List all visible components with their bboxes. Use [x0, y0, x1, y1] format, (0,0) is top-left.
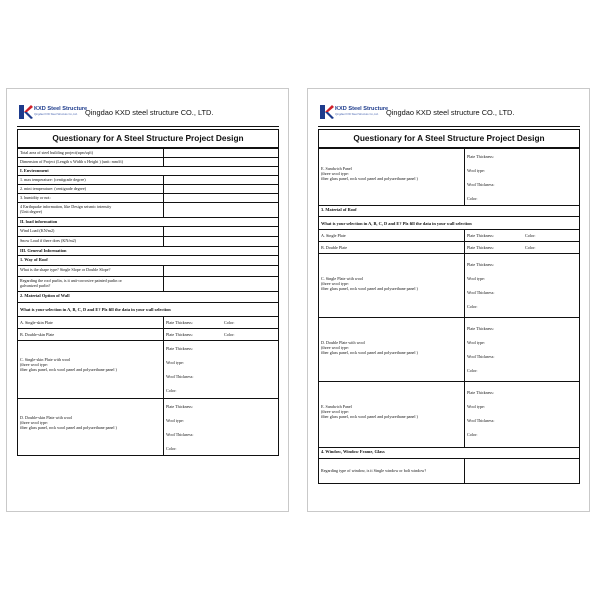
question-roof-shape: What is the shape type? Single Slope or Double Slope?: [20, 267, 111, 272]
page-title: Questionary for A Steel Structure Project Design: [318, 129, 580, 148]
wool-type-label: Wool type:: [166, 418, 184, 423]
answer-field[interactable]: [163, 266, 278, 276]
company-name: Qingdao KXD steel structure CO., LTD.: [85, 108, 214, 117]
wool-thickness-label: Wool Thickness:: [166, 374, 194, 379]
answer-field[interactable]: [163, 329, 278, 340]
option-row-d: [18, 399, 278, 456]
answer-field[interactable]: [464, 230, 579, 241]
option-c-types: fiber glass panel, rock wool panel and polyurethane panel ): [321, 286, 418, 292]
plate-thickness-label: Plate Thickness:: [166, 404, 193, 409]
option-row-b: [18, 329, 278, 341]
option-d-note: (three wool type:: [20, 420, 48, 426]
option-b-label: B. Double Plate: [321, 245, 348, 250]
section-row: [319, 206, 579, 217]
answer-field[interactable]: [464, 254, 579, 317]
table-row: [18, 158, 278, 167]
wool-thickness-label: Wool Thickness:: [467, 418, 495, 423]
logo-subtitle: Qingdao KXD Steel Structure Co.,Ltd.: [34, 113, 78, 116]
section-general: III. General Information: [20, 248, 67, 253]
wool-thickness-label: Wool Thickness:: [467, 354, 495, 359]
option-d-types: fiber glass panel, rock wool panel and polyurethane panel ): [321, 350, 418, 356]
table-row: [18, 149, 278, 158]
answer-field[interactable]: [163, 176, 278, 184]
table-row: [319, 459, 579, 484]
plate-thickness-label: Plate Thickness:: [166, 346, 193, 351]
section-wall-material: 2. Material Option of Wall: [20, 293, 70, 298]
header-divider: [17, 126, 279, 127]
option-row-a: [319, 230, 579, 242]
company-logo: [320, 105, 389, 121]
page-title: Questionary for A Steel Structure Project Design: [17, 129, 279, 148]
question-humidity: 3. humidity or not:: [20, 195, 51, 200]
section-environment: I. Environment: [20, 168, 49, 173]
questionnaire-page-2: [307, 88, 590, 512]
answer-field[interactable]: [464, 149, 579, 205]
section-row: [18, 292, 278, 303]
option-e-label: E. Sandwich Panel: [321, 166, 352, 171]
logo-brand: KXD Steel Structure: [335, 106, 389, 112]
color-label: Color:: [467, 196, 478, 201]
plate-thickness-label: Plate Thickness:: [467, 390, 494, 395]
answer-field[interactable]: [163, 237, 278, 246]
wool-type-label: Wool type:: [166, 360, 184, 365]
section-roof-way: 1. Way of Roof: [20, 257, 48, 262]
table-row: [18, 176, 278, 185]
answer-field[interactable]: [163, 158, 278, 166]
option-d-note: (three wool type:: [321, 345, 349, 351]
logo-subtitle: Qingdao KXD Steel Structure Co.,Ltd.: [335, 113, 379, 116]
question-earthquake: 4 Earthquake information, like Design seismic intensity: [20, 204, 112, 209]
answer-field[interactable]: [163, 203, 278, 217]
wall-selection-instruction: What is your selection in A, B, C, D and E? Plz fill the data in your wall selection: [20, 307, 171, 312]
question-window-type: Regarding type of window, is it Single window or bolt window?: [321, 468, 427, 473]
question-max-temp: 1. max temperature: (centigrade degree): [20, 177, 86, 182]
kxd-logo-icon: [320, 105, 334, 119]
table-row: [18, 266, 278, 277]
section-row: [18, 303, 278, 317]
option-a-label: A. Single-skin Plate: [20, 320, 53, 325]
answer-field[interactable]: [163, 317, 278, 328]
questionnaire-table: [318, 148, 580, 484]
questionnaire-page-1: [6, 88, 289, 512]
color-label: Color:: [467, 304, 478, 309]
plate-thickness-label: Plate Thickness:: [166, 320, 193, 325]
option-e-label: E. Sandwich Panel: [321, 404, 352, 409]
question-purlin: Regarding the roof purlin, is it anti-corrosive painted purlin or: [20, 278, 122, 283]
option-e-types: fiber glass panel, rock wool panel and polyurethane panel ): [321, 414, 418, 420]
plate-thickness-label: Plate Thickness:: [166, 332, 193, 337]
answer-field[interactable]: [464, 382, 579, 447]
option-row-a: [18, 317, 278, 329]
answer-field[interactable]: [464, 242, 579, 253]
answer-field[interactable]: [163, 341, 278, 398]
option-c-note: (three wool type:: [321, 281, 349, 287]
option-row-c: [18, 341, 278, 399]
color-label: Color:: [224, 332, 235, 337]
question-earthquake-unit: (Unit:degree): [20, 209, 43, 215]
section-window: 4. Window, Window Frame, Glass: [321, 449, 385, 454]
color-label: Color:: [166, 446, 177, 451]
option-e-note: (three wool type:: [321, 409, 349, 415]
table-row: [18, 227, 278, 237]
page-header: [318, 103, 580, 125]
plate-thickness-label: Plate Thickness:: [467, 262, 494, 267]
color-label: Color:: [166, 388, 177, 393]
color-label: Color:: [525, 245, 536, 250]
option-c-note: (three wool type:: [20, 362, 48, 368]
option-d-label: D. Double-skin Plate with wool: [20, 415, 72, 420]
answer-field[interactable]: [163, 399, 278, 455]
section-row: [319, 448, 579, 459]
section-row: [18, 247, 278, 256]
wool-type-label: Wool type:: [467, 404, 485, 409]
plate-thickness-label: Plate Thickness:: [467, 326, 494, 331]
option-c-label: C. Single-skin Plate with wool: [20, 357, 71, 362]
question-wind-load: Wind Load (KN/m2): [20, 228, 55, 233]
table-row: [18, 203, 278, 218]
option-e-types: fiber glass panel, rock wool panel and polyurethane panel ): [321, 176, 418, 182]
plate-thickness-label: Plate Thickness:: [467, 233, 494, 238]
company-logo: [19, 105, 88, 121]
questionnaire-table: [17, 148, 279, 456]
wool-thickness-label: Wool Thickness:: [166, 432, 194, 437]
answer-field[interactable]: [464, 318, 579, 381]
section-row: [18, 218, 278, 227]
wool-thickness-label: Wool Thickness:: [467, 182, 495, 187]
wool-type-label: Wool type:: [467, 168, 485, 173]
section-load: II. load information: [20, 219, 58, 224]
option-row-e: [319, 382, 579, 448]
answer-field[interactable]: [163, 277, 278, 291]
question-purlin-cont: galvanized purlin?: [20, 283, 51, 289]
wool-thickness-label: Wool Thickness:: [467, 290, 495, 295]
plate-thickness-label: Plate Thickness:: [467, 245, 494, 250]
section-row: [18, 256, 278, 266]
color-label: Color:: [467, 368, 478, 373]
option-d-label: D. Double Plate with wool: [321, 340, 365, 345]
question-dimension: Dimension of Project (Length x Width x Height ) (unit: mm/ft): [20, 159, 123, 164]
answer-field[interactable]: [163, 149, 278, 157]
question-total-area: Total area of steel building project(sqm/sqft): [20, 150, 94, 155]
option-b-label: B. Double-skin Plate: [20, 332, 55, 337]
table-row: [18, 277, 278, 292]
color-label: Color:: [467, 432, 478, 437]
option-row-d: [319, 318, 579, 382]
section-roof-material: 3. Material of Roof: [321, 207, 357, 212]
option-row-c: [319, 254, 579, 318]
company-name: Qingdao KXD steel structure CO., LTD.: [386, 108, 515, 117]
table-row: [18, 185, 278, 194]
color-label: Color:: [224, 320, 235, 325]
color-label: Color:: [525, 233, 536, 238]
answer-field[interactable]: [163, 185, 278, 193]
roof-selection-instruction: What is your selection in A, B, C, D and E? Plz fill the data in your wall selection: [321, 221, 472, 226]
wool-type-label: Wool type:: [467, 276, 485, 281]
option-c-types: fiber glass panel, rock wool panel and polyurethane panel ): [20, 367, 117, 373]
question-min-temp: 2. mini temperature: (centigrade degree): [20, 186, 87, 191]
page-header: [17, 103, 279, 125]
answer-field[interactable]: [464, 459, 579, 483]
kxd-logo-icon: [19, 105, 33, 119]
section-row: [319, 217, 579, 230]
question-snow-load: Snow Load if there does (KN/m2): [20, 238, 77, 243]
answer-field[interactable]: [163, 194, 278, 202]
option-a-label: A. Single Plate: [321, 233, 346, 238]
section-row: [18, 167, 278, 176]
answer-field[interactable]: [163, 227, 278, 236]
header-divider: [318, 126, 580, 127]
table-row: [18, 194, 278, 203]
option-row-e: [319, 149, 579, 206]
option-d-types: fiber glass panel, rock wool panel and polyurethane panel ): [20, 425, 117, 431]
option-e-note: (three wool type:: [321, 171, 349, 177]
option-c-label: C. Single Plate with wool: [321, 276, 363, 281]
wool-type-label: Wool type:: [467, 340, 485, 345]
logo-brand: KXD Steel Structure: [34, 106, 88, 112]
option-row-b: [319, 242, 579, 254]
plate-thickness-label: Plate Thickness:: [467, 154, 494, 159]
table-row: [18, 237, 278, 247]
